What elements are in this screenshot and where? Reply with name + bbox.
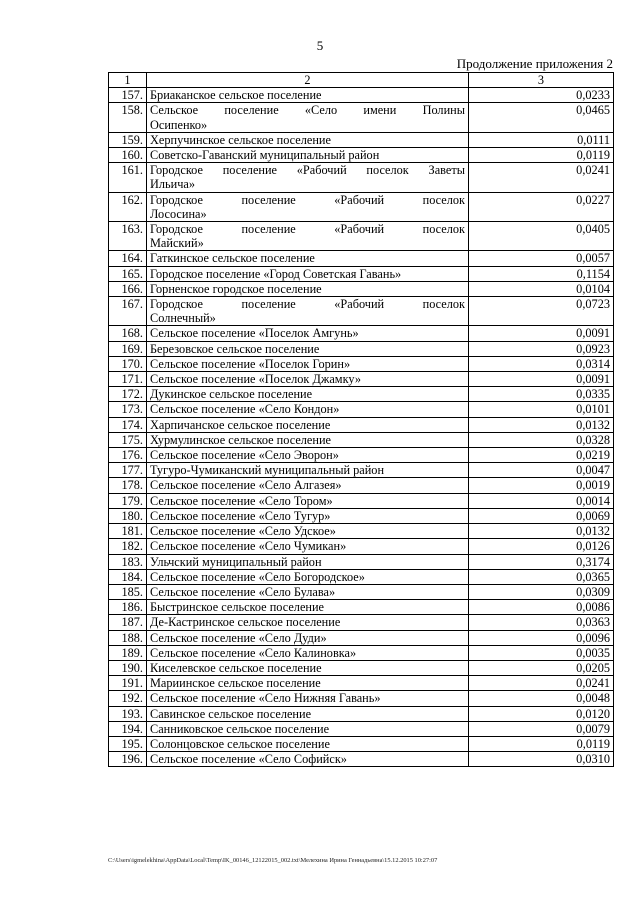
municipality-name: [147, 417, 469, 432]
municipality-name: [147, 387, 469, 402]
row-number: 185.: [109, 584, 147, 599]
share-value: 0,0335: [469, 387, 614, 402]
municipality-name: [147, 554, 469, 569]
share-value: 0,0101: [469, 402, 614, 417]
table-row: [109, 524, 614, 539]
table-row: [109, 266, 614, 281]
municipality-name: [147, 478, 469, 493]
share-value: 0,0241: [469, 676, 614, 691]
table-row: [109, 478, 614, 493]
table-row: [109, 554, 614, 569]
table-row: [109, 356, 614, 371]
table-row: [109, 387, 614, 402]
row-number: 193.: [109, 706, 147, 721]
row-number: 172.: [109, 387, 147, 402]
table-row: [109, 645, 614, 660]
municipality-name: [147, 432, 469, 447]
row-number: 184.: [109, 569, 147, 584]
name-line: Горненское городское поселение: [150, 281, 322, 296]
name-line: Сельское поселение «Село Алгазея»: [150, 478, 342, 493]
table-row: [109, 660, 614, 675]
appendix-table: [108, 72, 614, 767]
municipality-name: [147, 539, 469, 554]
municipality-name: [147, 281, 469, 296]
table-row: [109, 752, 614, 767]
municipality-name: [147, 356, 469, 371]
share-value: 0,0309: [469, 584, 614, 599]
share-value: 0,0057: [469, 251, 614, 266]
name-line: Сельское поселение «Поселок Горин»: [150, 356, 351, 371]
share-value: 0,0096: [469, 630, 614, 645]
table-row: [109, 539, 614, 554]
table-row: [109, 706, 614, 721]
municipality-name: [147, 463, 469, 478]
municipality-name: [147, 752, 469, 767]
row-number: 183.: [109, 554, 147, 569]
municipality-name: [147, 660, 469, 675]
table-row: [109, 432, 614, 447]
share-value: 0,0086: [469, 600, 614, 615]
municipality-name: [147, 615, 469, 630]
table-row: [109, 417, 614, 432]
row-number: 191.: [109, 676, 147, 691]
municipality-name: [147, 691, 469, 706]
municipality-name: [147, 600, 469, 615]
row-number: 170.: [109, 356, 147, 371]
name-line: Де-Кастринское сельское поселение: [150, 615, 341, 630]
share-value: 0,0069: [469, 508, 614, 523]
share-value: 0,0111: [469, 132, 614, 147]
row-number: 174.: [109, 417, 147, 432]
municipality-name: [147, 251, 469, 266]
row-number: 187.: [109, 615, 147, 630]
name-line: Городское поселение «Город Советская Гавань»: [150, 266, 402, 281]
row-number: 182.: [109, 539, 147, 554]
municipality-name: [147, 372, 469, 387]
table-row: [109, 448, 614, 463]
name-line: Сельское поселение «Село Эворон»: [150, 448, 339, 463]
row-number: 169.: [109, 341, 147, 356]
table-row: [109, 251, 614, 266]
municipality-name: [147, 341, 469, 356]
name-line: Сельское поселение «Село Нижняя Гавань»: [150, 691, 381, 706]
row-number: 194.: [109, 721, 147, 736]
table-row: [109, 721, 614, 736]
name-line: Майский»: [150, 236, 204, 251]
table-row: [109, 88, 614, 103]
row-number: 159.: [109, 132, 147, 147]
municipality-name: [147, 103, 469, 132]
table-row: [109, 615, 614, 630]
row-number: 160.: [109, 148, 147, 163]
table-row: [109, 508, 614, 523]
name-line: Сельское поселение «Село Чумикан»: [150, 539, 347, 554]
name-line: Ульчский муниципальный район: [150, 554, 322, 569]
table-row: [109, 676, 614, 691]
table-row: [109, 584, 614, 599]
municipality-name: [147, 163, 469, 192]
table-row: [109, 691, 614, 706]
municipality-name: [147, 676, 469, 691]
name-line: Ильича»: [150, 177, 195, 192]
table-row: [109, 600, 614, 615]
row-number: 162.: [109, 192, 147, 221]
share-value: 0,0233: [469, 88, 614, 103]
table-row: [109, 192, 614, 221]
row-number: 171.: [109, 372, 147, 387]
row-number: 178.: [109, 478, 147, 493]
name-line: Солнечный»: [150, 311, 216, 326]
name-line: Бриаканское сельское поселение: [150, 88, 322, 103]
row-number: 189.: [109, 645, 147, 660]
municipality-name: [147, 736, 469, 751]
row-number: 177.: [109, 463, 147, 478]
share-value: 0,0227: [469, 192, 614, 221]
table-row: [109, 630, 614, 645]
row-number: 195.: [109, 736, 147, 751]
header-col-2: 2: [147, 73, 469, 88]
row-number: 196.: [109, 752, 147, 767]
share-value: 0,0310: [469, 752, 614, 767]
share-value: 0,0314: [469, 356, 614, 371]
municipality-name: [147, 584, 469, 599]
row-number: 168.: [109, 326, 147, 341]
name-line: Быстринское сельское поселение: [150, 600, 325, 615]
name-line: Лососина»: [150, 206, 207, 221]
municipality-name: [147, 132, 469, 147]
share-value: 0,0365: [469, 569, 614, 584]
municipality-name: [147, 524, 469, 539]
name-line: Херпучинское сельское поселение: [150, 132, 331, 147]
name-line: Сельское поселение «Поселок Джамку»: [150, 372, 361, 387]
share-value: 0,0014: [469, 493, 614, 508]
name-line: Мариинское сельское поселение: [150, 676, 321, 691]
table-row: [109, 402, 614, 417]
name-line: Сельское поселение «Село имени Полины: [150, 103, 465, 118]
share-value: 0,0132: [469, 524, 614, 539]
name-line: Советско-Гаванский муниципальный район: [150, 148, 380, 163]
share-value: 0,0048: [469, 691, 614, 706]
table-row: [109, 148, 614, 163]
row-number: 175.: [109, 432, 147, 447]
name-line: Сельское поселение «Село Калиновка»: [150, 645, 357, 660]
share-value: 0,0465: [469, 103, 614, 132]
share-value: 0,0328: [469, 432, 614, 447]
footer-file-path: C:\Users\igmelekhina\AppData\Local\Temp\IK_00146_12122015_002.txt\Мелехина Ирина Геннадьевна\15.12.2015 10:27:07: [108, 857, 438, 864]
share-value: 0,3174: [469, 554, 614, 569]
row-number: 157.: [109, 88, 147, 103]
table-row: [109, 103, 614, 132]
share-value: 0,0091: [469, 372, 614, 387]
header-col-3: 3: [469, 73, 614, 88]
row-number: 165.: [109, 266, 147, 281]
row-number: 179.: [109, 493, 147, 508]
share-value: 0,0723: [469, 297, 614, 326]
name-line: Сельское поселение «Село Тором»: [150, 493, 333, 508]
share-value: 0,0091: [469, 326, 614, 341]
municipality-name: [147, 222, 469, 251]
municipality-name: [147, 721, 469, 736]
name-line: Харпичанское сельское поселение: [150, 417, 331, 432]
header-col-1: 1: [109, 73, 147, 88]
table-row: [109, 281, 614, 296]
table-header-row: [109, 73, 614, 88]
name-line: Дукинское сельское поселение: [150, 387, 313, 402]
municipality-name: [147, 148, 469, 163]
name-line: Сельское поселение «Село Булава»: [150, 584, 336, 599]
name-line: Санниковское сельское поселение: [150, 721, 330, 736]
table-row: [109, 297, 614, 326]
share-value: 0,0923: [469, 341, 614, 356]
row-number: 167.: [109, 297, 147, 326]
table-row: [109, 222, 614, 251]
row-number: 166.: [109, 281, 147, 296]
table-row: [109, 569, 614, 584]
table-row: [109, 341, 614, 356]
row-number: 190.: [109, 660, 147, 675]
municipality-name: [147, 493, 469, 508]
table-body: [109, 88, 614, 767]
row-number: 158.: [109, 103, 147, 132]
name-line: Савинское сельское поселение: [150, 706, 312, 721]
share-value: 0,0219: [469, 448, 614, 463]
share-value: 0,1154: [469, 266, 614, 281]
share-value: 0,0241: [469, 163, 614, 192]
row-number: 188.: [109, 630, 147, 645]
name-line: Городское поселение «Рабочий поселок: [150, 192, 465, 207]
name-line: Сельское поселение «Село Дуди»: [150, 630, 327, 645]
share-value: 0,0119: [469, 148, 614, 163]
municipality-name: [147, 706, 469, 721]
share-value: 0,0363: [469, 615, 614, 630]
row-number: 163.: [109, 222, 147, 251]
name-line: Хурмулинское сельское поселение: [150, 432, 332, 447]
name-line: Городское поселение «Рабочий поселок Заветы: [150, 163, 465, 178]
row-number: 192.: [109, 691, 147, 706]
share-value: 0,0119: [469, 736, 614, 751]
table-row: [109, 463, 614, 478]
share-value: 0,0019: [469, 478, 614, 493]
name-line: Киселевское сельское поселение: [150, 660, 322, 675]
share-value: 0,0047: [469, 463, 614, 478]
name-line: Сельское поселение «Село Богородское»: [150, 569, 365, 584]
continuation-label: Продолжение приложения 2: [456, 56, 613, 71]
municipality-name: [147, 88, 469, 103]
table-row: [109, 493, 614, 508]
municipality-name: [147, 266, 469, 281]
name-line: Сельское поселение «Село Софийск»: [150, 752, 347, 767]
municipality-name: [147, 192, 469, 221]
share-value: 0,0205: [469, 660, 614, 675]
table-row: [109, 736, 614, 751]
municipality-name: [147, 508, 469, 523]
name-line: Солонцовское сельское поселение: [150, 736, 330, 751]
municipality-name: [147, 297, 469, 326]
row-number: 186.: [109, 600, 147, 615]
row-number: 164.: [109, 251, 147, 266]
municipality-name: [147, 326, 469, 341]
table-row: [109, 326, 614, 341]
share-value: 0,0126: [469, 539, 614, 554]
row-number: 173.: [109, 402, 147, 417]
row-number: 176.: [109, 448, 147, 463]
name-line: Сельское поселение «Село Тугур»: [150, 508, 331, 523]
name-line: Березовское сельское поселение: [150, 341, 320, 356]
row-number: 180.: [109, 508, 147, 523]
share-value: 0,0104: [469, 281, 614, 296]
name-line: Сельское поселение «Село Удское»: [150, 524, 336, 539]
row-number: 161.: [109, 163, 147, 192]
name-line: Городское поселение «Рабочий поселок: [150, 222, 465, 237]
row-number: 181.: [109, 524, 147, 539]
share-value: 0,0132: [469, 417, 614, 432]
municipality-name: [147, 630, 469, 645]
share-value: 0,0405: [469, 222, 614, 251]
table-row: [109, 163, 614, 192]
table-row: [109, 132, 614, 147]
share-value: 0,0035: [469, 645, 614, 660]
name-line: Гаткинское сельское поселение: [150, 251, 315, 266]
name-line: Городское поселение «Рабочий поселок: [150, 297, 465, 312]
page-number: 5: [316, 38, 324, 53]
share-value: 0,0120: [469, 706, 614, 721]
table-row: [109, 372, 614, 387]
municipality-name: [147, 569, 469, 584]
name-line: Сельское поселение «Село Кондон»: [150, 402, 340, 417]
name-line: Тугуро-Чумиканский муниципальный район: [150, 463, 385, 478]
name-line: Осипенко»: [150, 117, 208, 132]
name-line: Сельское поселение «Поселок Амгунь»: [150, 326, 359, 341]
municipality-name: [147, 645, 469, 660]
municipality-name: [147, 448, 469, 463]
municipality-name: [147, 402, 469, 417]
share-value: 0,0079: [469, 721, 614, 736]
